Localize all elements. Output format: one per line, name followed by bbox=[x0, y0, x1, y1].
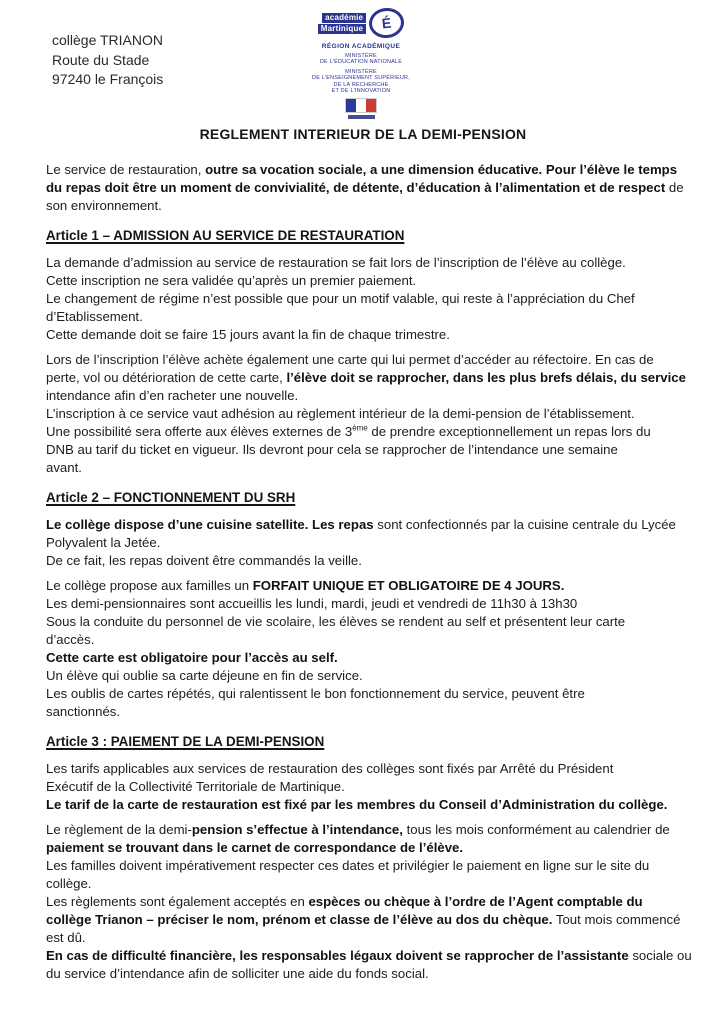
text-line: Les familles doivent impérativement respecter ces dates et privilégier le paiement en ligne sur le site du bbox=[46, 858, 650, 873]
academy-logo-block bbox=[278, 8, 444, 119]
academy-e-icon: É bbox=[368, 6, 406, 39]
text-line: paiement se trouvant dans le carnet de correspondance de l’élève. bbox=[46, 840, 464, 855]
text-line: Les règlements sont également acceptés en espèces ou chèque à l’ordre de l’Agent comptable du bbox=[46, 894, 643, 909]
document-body bbox=[46, 161, 692, 983]
text-line: perte, vol ou détérioration de cette carte, l’élève doit se rapprocher, dans les plus brefs délais, du service bbox=[46, 370, 686, 385]
text-line: Lors de l’inscription l’élève achète également une carte qui lui permet d’accéder au réfectoire. En cas de bbox=[46, 352, 654, 367]
article2-paragraph-1 bbox=[46, 516, 680, 570]
academy-name bbox=[318, 13, 366, 34]
text-line: collège Trianon – préciser le nom, prénom et classe de l’élève au dos du chèque. Tout mois commencé bbox=[46, 912, 681, 927]
school-name: collège TRIANON bbox=[52, 32, 164, 48]
text-line: Une possibilité sera offerte aux élèves externes de 3ème de prendre exceptionnellement un repas lors du bbox=[46, 423, 651, 439]
text-line: Le service de restauration, outre sa vocation sociale, a une dimension éducative. Pour l’élève le temps bbox=[46, 162, 678, 177]
text-line: La demande d’admission au service de restauration se fait lors de l’inscription de l’élève au collège. bbox=[46, 255, 626, 270]
text-line: Cette inscription ne sera validée qu’après un premier paiement. bbox=[46, 273, 417, 288]
intro-paragraph bbox=[46, 161, 684, 215]
flag-caption-text bbox=[348, 115, 375, 119]
academy-name-line1: académie bbox=[322, 13, 366, 23]
text-line: Le règlement de la demi-pension s’effectue à l’intendance, tous les mois conformément au calendrier de bbox=[46, 822, 670, 837]
text-line: DNB au tarif du ticket en vigueur. Ils devront pour cela se rapprocher de l’intendance une semaine bbox=[46, 442, 618, 457]
text-line: intendance afin d’en racheter une nouvelle. bbox=[46, 388, 299, 403]
text-line: Le tarif de la carte de restauration est fixé par les membres du Conseil d’Administration du collège. bbox=[46, 797, 668, 812]
text-line: Un élève qui oublie sa carte déjeune en fin de service. bbox=[46, 668, 363, 683]
ministry-education-label: MINISTÈRE DE L'ÉDUCATION NATIONALE bbox=[319, 53, 403, 66]
page-title: REGLEMENT INTERIEUR DE LA DEMI-PENSION bbox=[199, 126, 527, 142]
text-line: collège. bbox=[46, 876, 92, 891]
text-line: d’accès. bbox=[46, 632, 95, 647]
text-line: Cette carte est obligatoire pour l’accès au self. bbox=[46, 650, 338, 665]
article1-paragraph-1 bbox=[46, 254, 680, 344]
school-address-block bbox=[52, 31, 163, 90]
article2-paragraph-2 bbox=[46, 577, 680, 721]
document-content bbox=[46, 120, 692, 990]
academy-logo-row bbox=[278, 8, 444, 38]
text-line: L’inscription à ce service vaut adhésion au règlement intérieur de la demi-pension de l’établissement. bbox=[46, 406, 635, 421]
text-line: son environnement. bbox=[46, 198, 162, 213]
text-line: Les tarifs applicables aux services de restauration des collèges sont fixés par Arrêté du Président bbox=[46, 761, 614, 776]
school-city: 97240 le François bbox=[52, 71, 164, 87]
text-line: Les oublis de cartes répétés, qui ralentissent le bon fonctionnement du service, peuvent être bbox=[46, 686, 585, 701]
text-line: du repas doit être un moment de convivialité, de détente, d’éducation à l’alimentation et de respect de bbox=[46, 180, 684, 195]
article-heading: Article 3 : PAIEMENT DE LA DEMI-PENSION bbox=[46, 734, 325, 749]
text-line: avant. bbox=[46, 460, 82, 475]
text-line: Le changement de régime n’est possible que pour un motif valable, qui reste à l’appréciation du Chef bbox=[46, 291, 635, 306]
text-line: est dû. bbox=[46, 930, 86, 945]
article-heading: Article 2 – FONCTIONNEMENT DU SRH bbox=[46, 490, 296, 505]
text-line: Exécutif de la Collectivité Territoriale de Martinique. bbox=[46, 779, 345, 794]
text-line: Les demi-pensionnaires sont accueillis les lundi, mardi, jeudi et vendredi de 11h30 à 13h30 bbox=[46, 596, 578, 611]
text-line: Le collège propose aux familles un FORFAIT UNIQUE ET OBLIGATOIRE DE 4 JOURS. bbox=[46, 578, 565, 593]
text-line: Le collège dispose d’une cuisine satellite. Les repas sont confectionnés par la cuisine centrale du Lycée bbox=[46, 517, 676, 532]
text-line: De ce fait, les repas doivent être commandés la veille. bbox=[46, 553, 362, 568]
text-line: En cas de difficulté financière, les responsables légaux doivent se rapprocher de l’assistante sociale ou bbox=[46, 948, 692, 963]
text-line: d’Etablissement. bbox=[46, 309, 143, 324]
text-line: Polyvalent la Jetée. bbox=[46, 535, 161, 550]
article-heading: Article 1 – ADMISSION AU SERVICE DE RESTAURATION bbox=[46, 228, 405, 243]
text-line: du service d’intendance afin de solliciter une aide du fonds social. bbox=[46, 966, 429, 981]
article3-paragraph-2 bbox=[46, 821, 692, 983]
french-flag-icon bbox=[345, 98, 377, 113]
article3-paragraph-1 bbox=[46, 760, 680, 814]
article1-paragraph-2 bbox=[46, 351, 686, 477]
text-line: Cette demande doit se faire 15 jours avant la fin de chaque trimestre. bbox=[46, 327, 450, 342]
ministry-research-label: MINISTÈRE DE L'ENSEIGNEMENT SUPÉRIEUR, DE LA RECHERCHE ET DE L'INNOVATION bbox=[312, 68, 410, 95]
region-academique-label: RÉGION ACADÉMIQUE bbox=[321, 43, 401, 50]
text-line: sanctionnés. bbox=[46, 704, 121, 719]
school-street: Route du Stade bbox=[52, 51, 150, 68]
text-line: Sous la conduite du personnel de vie scolaire, les élèves se rendent au self et présentent leur carte bbox=[46, 614, 626, 629]
academy-name-line2: Martinique bbox=[318, 24, 366, 34]
